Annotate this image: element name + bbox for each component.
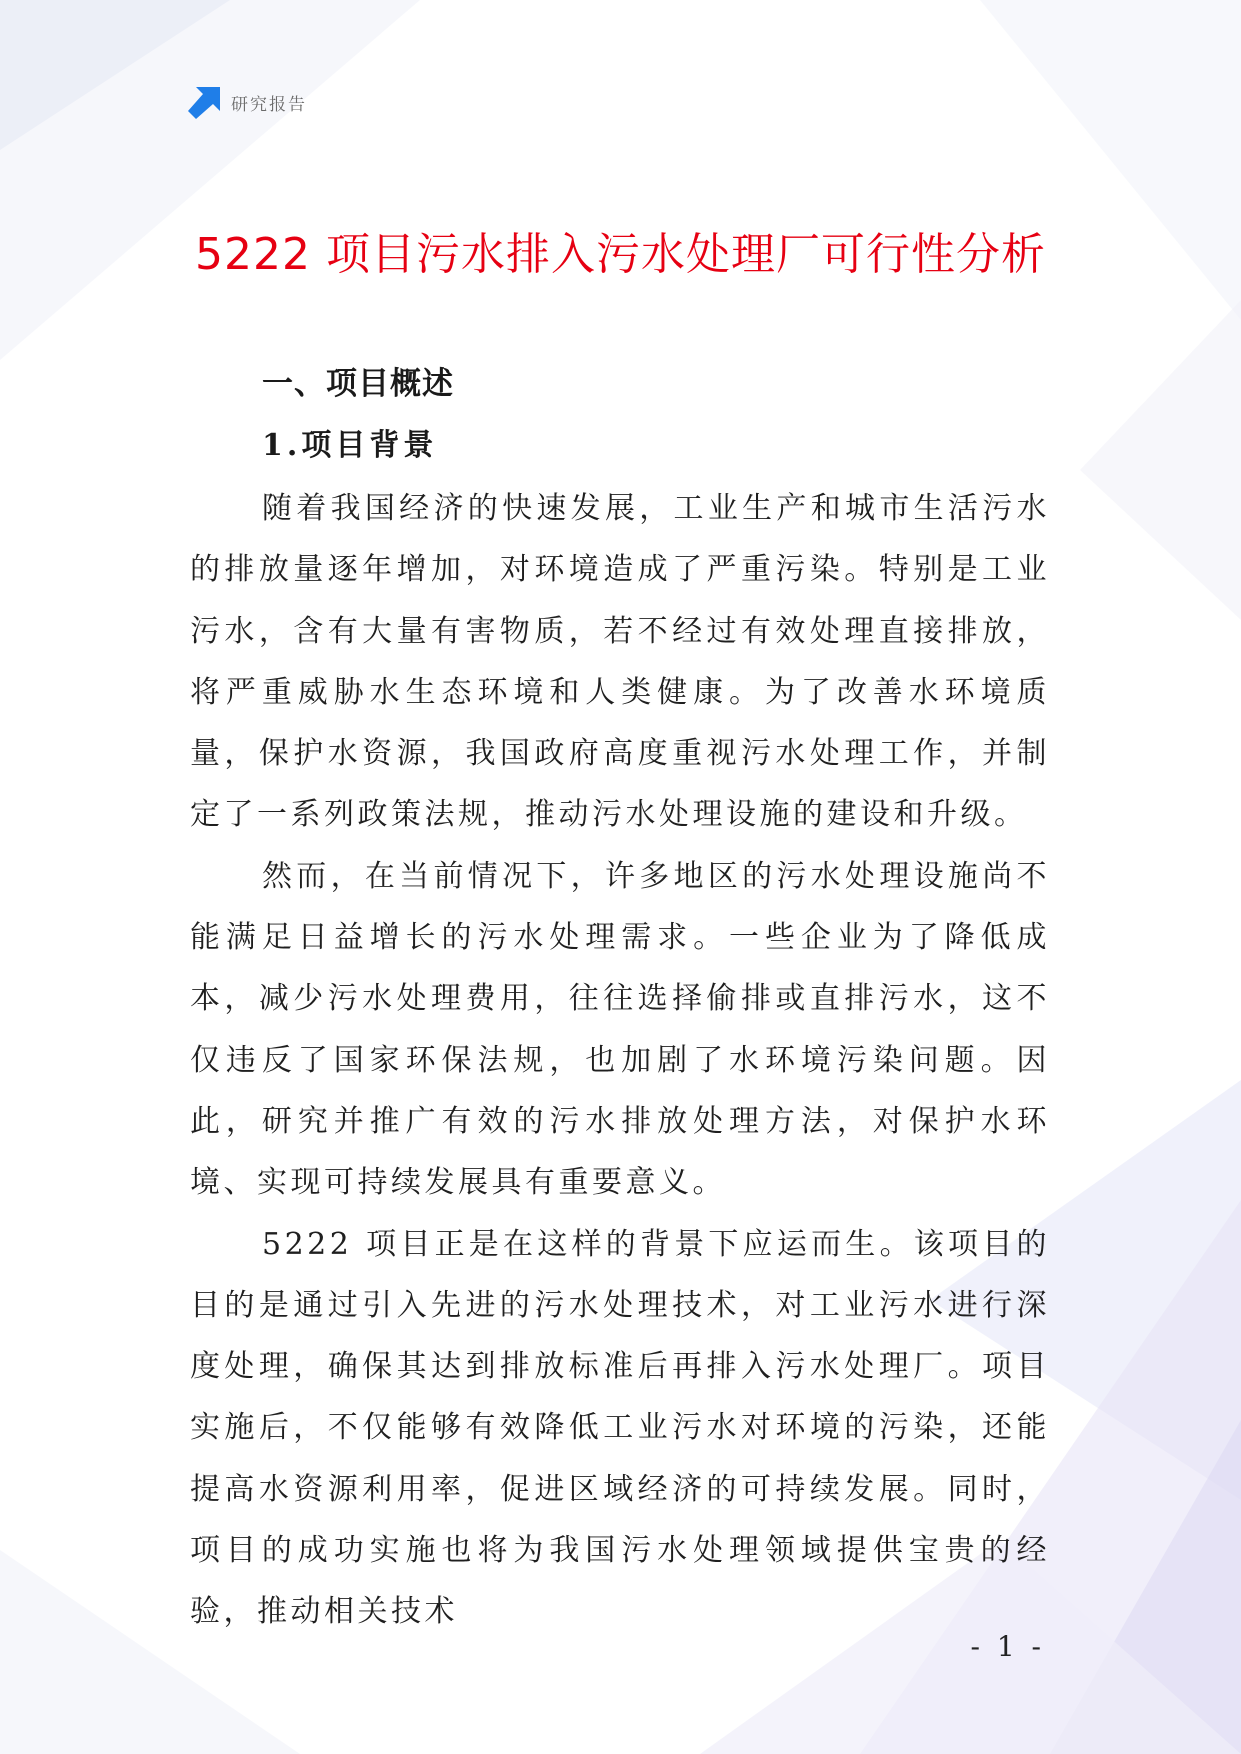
arrow-up-right-icon bbox=[188, 86, 221, 119]
document-title: 5222 项目污水排入污水处理厂可行性分析 bbox=[195, 229, 1046, 280]
body-text bbox=[190, 478, 1050, 1643]
report-header bbox=[188, 86, 307, 119]
paragraph: 然而，在当前情况下，许多地区的污水处理设施尚不能满足日益增长的污水处理需求。一些企业为了降低成本，减少污水处理费用，往往选择偷排或直排污水，这不仅违反了国家环保法规，也加剧了水环境污染问题。因此，研究并推广有效的污水排放处理方法，对保护水环境、实现可持续发展具有重要意义。 bbox=[190, 858, 1050, 1201]
paragraph: 5222 项目正是在这样的背景下应运而生。该项目的目的是通过引入先进的污水处理技术，对工业污水进行深度处理，确保其达到排放标准后再排入污水处理厂。项目实施后，不仅能够有效降低工业污水对环境的污染，还能提高水资源利用率，促进区域经济的可持续发展。同时，项目的成功实施也将为我国污水处理领域提供宝贵的经验，推动相关技术 bbox=[190, 1226, 1050, 1630]
page-number: - 1 - bbox=[970, 1630, 1045, 1663]
paragraph: 随着我国经济的快速发展，工业生产和城市生活污水的排放量逐年增加，对环境造成了严重污染。特别是工业污水，含有大量有害物质，若不经过有效处理直接排放，将严重威胁水生态环境和人类健康。为了改善水环境质量，保护水资源，我国政府高度重视污水处理工作，并制定了一系列政策法规，推动污水处理设施的建设和升级。 bbox=[190, 491, 1050, 833]
header-label: 研究报告 bbox=[231, 95, 307, 115]
section-heading: 一、项目概述 bbox=[262, 366, 454, 402]
subsection-heading: 1.项目背景 bbox=[262, 428, 438, 463]
